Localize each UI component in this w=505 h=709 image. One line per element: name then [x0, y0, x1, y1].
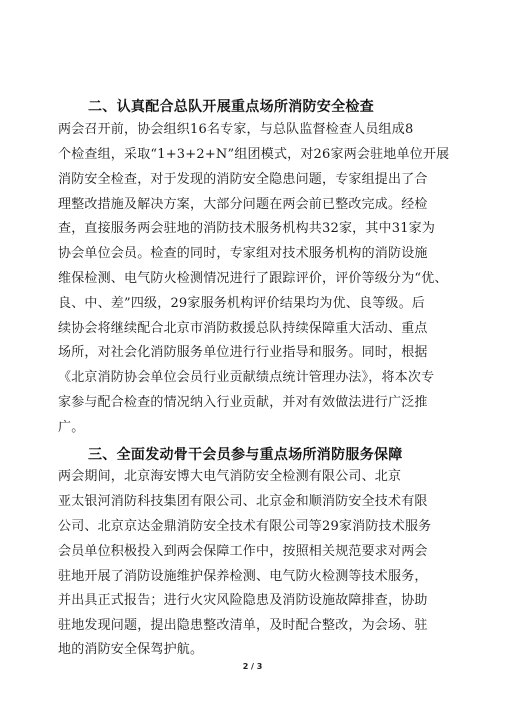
- paragraph-line: 续协会将继续配合北京市消防救援总队持续保障重大活动、重点: [58, 321, 428, 336]
- paragraph-line: 理整改措施及解决方案，大部分问题在两会前已整改完成。经检: [58, 197, 428, 212]
- paragraph-line: 协会单位会员。检查的同时，专家组对技术服务机构的消防设施: [58, 246, 428, 261]
- paragraph-line: 并出具正式报告；进行火灾风险隐患及消防设施故障排查，协助: [58, 593, 428, 608]
- paragraph-line: 公司、北京京达金鼎消防安全技术有限公司等29家消防技术服务: [58, 519, 432, 534]
- paragraph-line: 消防安全检查，对于发现的消防安全隐患问题，专家组提出了合: [58, 172, 428, 187]
- page-number: 2 / 3: [242, 662, 263, 671]
- paragraph-line: 良、中、差”四级，29家服务机构评价结果均为优、良等级。后: [58, 296, 425, 311]
- paragraph-line: 会员单位积极投入到两会保障工作中，按照相关规范要求对两会: [58, 544, 428, 559]
- paragraph-line: 驻地开展了消防设施维护保养检测、电气防火检测等技术服务，: [58, 569, 428, 584]
- paragraph-line: 地的消防安全保驾护航。: [58, 642, 204, 657]
- paragraph-line: 广。: [58, 420, 85, 435]
- paragraph-line: 维保检测、电气防火检测情况进行了跟踪评价，评价等级分为“优、: [58, 271, 448, 286]
- paragraph-line: 查，直接服务两会驻地的消防技术服务机构共32家，其中31家为: [58, 221, 436, 236]
- paragraph-line: 两会召开前，协会组织16名专家，与总队监督检查人员组成8: [58, 122, 414, 137]
- paragraph-line: 家参与配合检查的情况纳入行业贡献，并对有效做法进行广泛推: [58, 395, 428, 410]
- paragraph-line: 个检查组，采取“1+3+2+N”组团模式，对26家两会驻地单位开展: [58, 147, 450, 162]
- paragraph-line: 《北京消防协会单位会员行业贡献绩点统计管理办法》，将本次专: [58, 370, 435, 385]
- section-2-heading: 二、认真配合总队开展重点场所消防安全检查: [88, 99, 374, 115]
- section-3-heading: 三、全面发动骨干会员参与重点场所消防服务保障: [88, 447, 403, 463]
- paragraph-line: 驻地发现问题，提出隐患整改清单，及时配合整改，为会场、驻: [58, 618, 428, 633]
- paragraph-line: 场所，对社会化消防服务单位进行行业指导和服务。同时，根据: [58, 345, 428, 360]
- paragraph-line: 亚太银河消防科技集团有限公司、北京金和顺消防安全技术有限: [58, 494, 428, 509]
- paragraph-line: 两会期间，北京海安博大电气消防安全检测有限公司、北京: [58, 469, 402, 484]
